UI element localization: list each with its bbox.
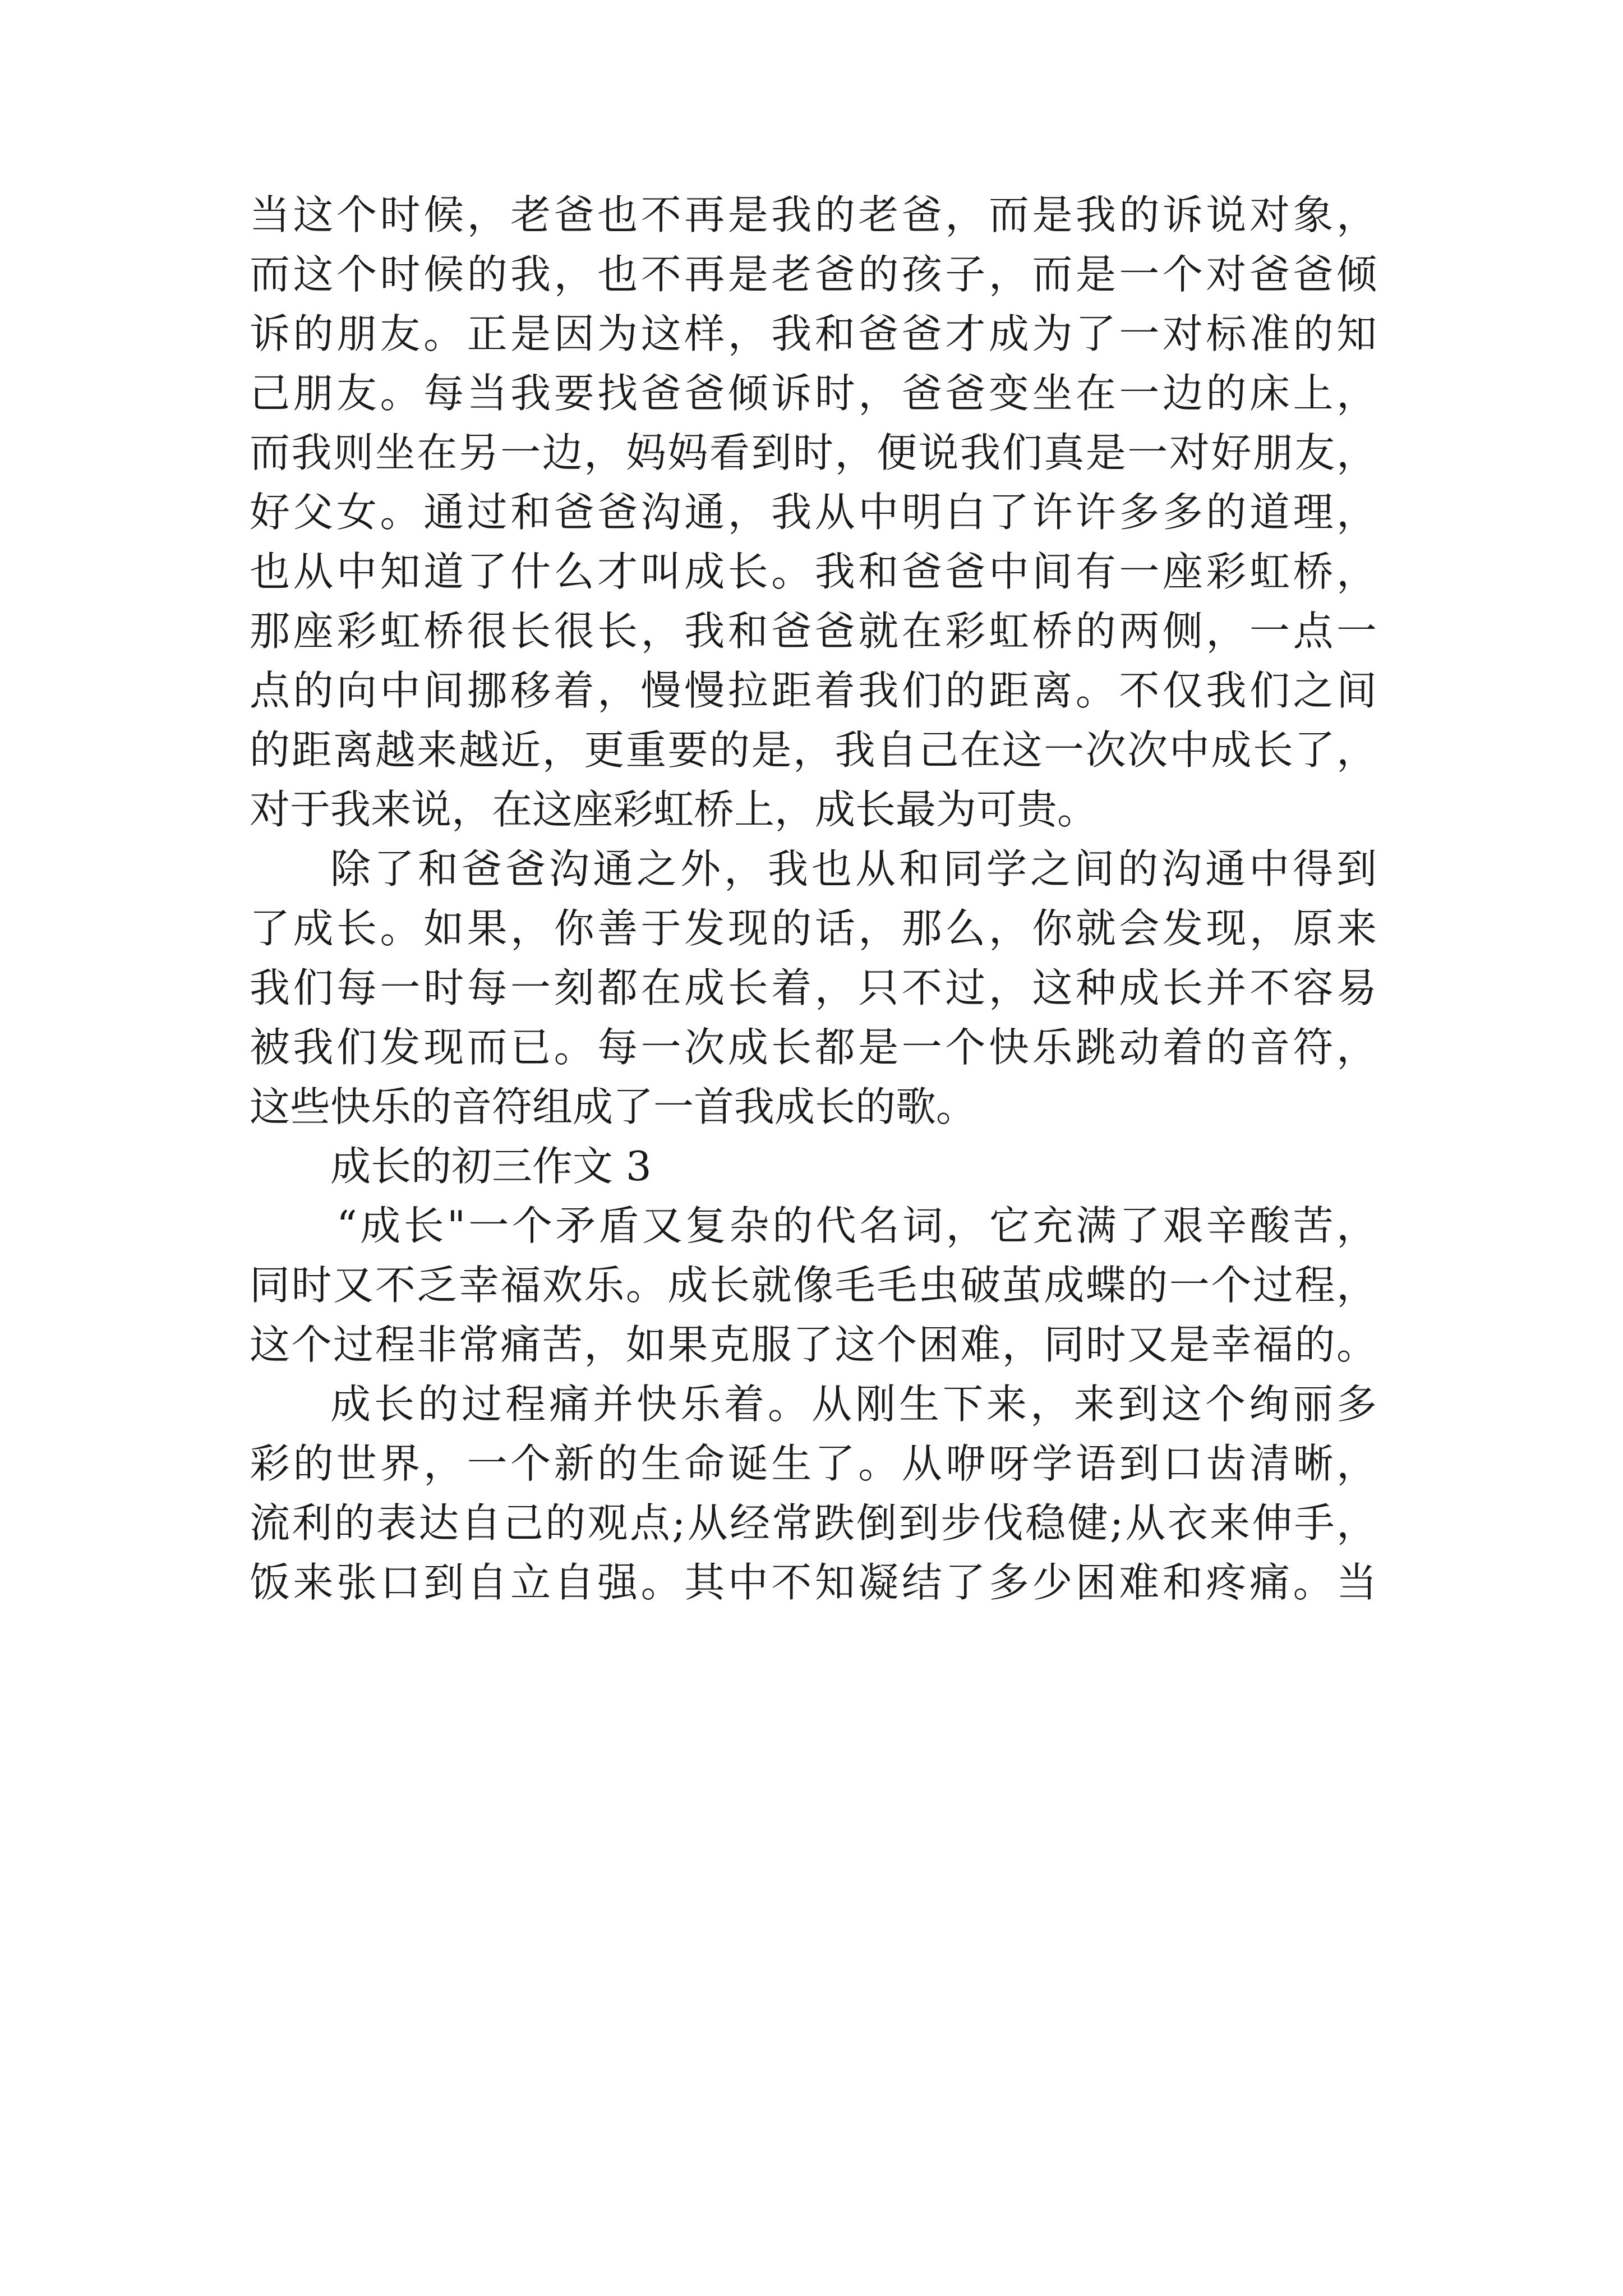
text-line: 那座彩虹桥很长很长，我和爸爸就在彩虹桥的两侧，一点一 — [250, 608, 1377, 655]
text-line: 的距离越来越近，更重要的是，我自己在这一次次中成长了， — [250, 726, 1377, 774]
text-line: 流利的表达自己的观点;从经常跌倒到步伐稳健;从衣来伸手， — [250, 1499, 1377, 1547]
text-line: 当这个时候，老爸也不再是我的老爸，而是我的诉说对象， — [250, 191, 1377, 238]
text-line: 这个过程非常痛苦，如果克服了这个困难，同时又是幸福的。 — [250, 1321, 1377, 1368]
text-line: 而我则坐在另一边，妈妈看到时，便说我们真是一对好朋友， — [250, 429, 1377, 476]
text-line: 也从中知道了什么才叫成长。我和爸爸中间有一座彩虹桥， — [250, 548, 1377, 595]
paragraph-first-line: 成长的过程痛并快乐着。从刚生下来，来到这个绚丽多 — [330, 1381, 1377, 1428]
text-line: 诉的朋友。正是因为这样，我和爸爸才成为了一对标准的知 — [250, 310, 1377, 357]
text-line: 点的向中间挪移着，慢慢拉距着我们的距离。不仅我们之间 — [250, 667, 1377, 714]
text-line: 同时又不乏幸福欢乐。成长就像毛毛虫破茧成蝶的一个过程， — [250, 1262, 1377, 1309]
text-line: 己朋友。每当我要找爸爸倾诉时，爸爸变坐在一边的床上， — [250, 370, 1377, 417]
text-line: 了成长。如果，你善于发现的话，那么，你就会发现，原来 — [250, 905, 1377, 952]
text-line: 这些快乐的音符组成了一首我成长的歌。 — [250, 1083, 977, 1130]
text-line: 被我们发现而已。每一次成长都是一个快乐跳动着的音符， — [250, 1024, 1377, 1071]
text-line: 而这个时候的我，也不再是老爸的孩子，而是一个对爸爸倾 — [250, 251, 1377, 298]
text-line: 饭来张口到自立自强。其中不知凝结了多少困难和疼痛。当 — [250, 1559, 1377, 1606]
paragraph-first-line: “成长"一个矛盾又复杂的代名词，它充满了艰辛酸苦， — [336, 1202, 1377, 1249]
paragraph-first-line: 除了和爸爸沟通之外，我也从和同学之间的沟通中得到 — [330, 845, 1377, 892]
text-line: 对于我来说，在这座彩虹桥上，成长最为可贵。 — [250, 786, 1098, 833]
text-line: 我们每一时每一刻都在成长着，只不过，这种成长并不容易 — [250, 964, 1377, 1011]
body-text — [250, 185, 1377, 1612]
text-line: 彩的世界，一个新的生命诞生了。从咿呀学语到口齿清晰， — [250, 1440, 1377, 1487]
text-line: 好父女。通过和爸爸沟通，我从中明白了许许多多的道理， — [250, 489, 1377, 536]
section-heading: 成长的初三作文 3 — [330, 1143, 652, 1190]
